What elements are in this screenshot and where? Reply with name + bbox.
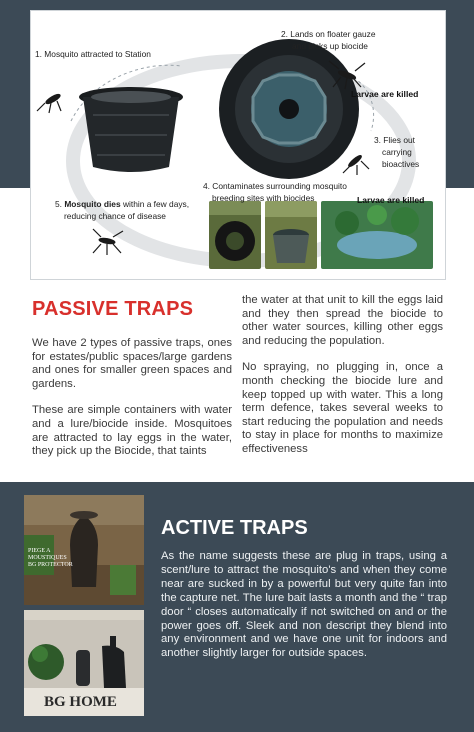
- passive-right-column: [242, 294, 443, 470]
- step5-prefix: 5.: [55, 199, 65, 209]
- passive-paragraph-1: We have 2 types of passive traps, ones for estates/public spaces/large gardens and ones for smaller green spaces and gardens.: [32, 337, 232, 390]
- mosquito-icon: [343, 154, 369, 175]
- step2-label-line2: and picks up biocide: [292, 41, 368, 51]
- step4-label-line1: 4. Contaminates surrounding mosquito: [203, 181, 347, 191]
- larvae-killed-top-label: Larvae are killed: [351, 89, 419, 99]
- step5-label-line1: [55, 199, 189, 209]
- passive-traps-title: PASSIVE TRAPS: [32, 298, 194, 320]
- active-traps-body: As the name suggests these are plug in traps, using a scent/lure to attract the mosquito's and when they come near are sucked in by a powerful but very quite fan into the capture net. The lure bait lasts a month and the “ trap door “ closes automatically if not switched on and or the power goes off. Sleek and non descript they blend into any environment and we have one unit for indoors and another slightly larger for outside spaces.: [161, 550, 447, 660]
- passive-trap-pot: [79, 87, 183, 172]
- passive-left-column: [32, 337, 232, 472]
- passive-paragraph-2: These are simple containers with water and a lure/biocide inside. Mosquitoes are attracted to lay eggs in the water, they pick up the Biocide, that taints: [32, 404, 232, 458]
- step3-label-line1: 3. Flies out: [374, 135, 415, 145]
- bg-protector-photo: [24, 495, 144, 605]
- step1-label: 1. Mosquito attracted to Station: [35, 49, 151, 59]
- step4-label-line2: breeding sites with biocides: [212, 193, 315, 203]
- step5-label-line2: reducing chance of disease: [64, 211, 166, 221]
- step3-label-line3: bioactives: [382, 159, 420, 169]
- bucket-photo: [265, 201, 317, 269]
- bg-home-photo: [24, 610, 144, 716]
- trap-top-view: [219, 39, 359, 179]
- mosquito-station-diagram: [30, 10, 446, 280]
- larvae-killed-bottom-label: Larvae are killed: [357, 195, 425, 205]
- bg-home-caption: BG HOME: [44, 694, 117, 710]
- tire-photo: [209, 201, 261, 269]
- bg-protector-caption-1: PIEGE A: [28, 548, 51, 554]
- passive-paragraph-4: No spraying, no plugging in, once a month checking the biocide lure and keep topped up with water. This a long term defence, takes several weeks to start reducing the population and needs to stay in place for months to maximize effectiveness: [242, 361, 443, 455]
- mosquito-icon: [37, 93, 61, 113]
- step2-label-line1: 2. Lands on floater gauze: [281, 29, 376, 39]
- passive-paragraph-3: the water at that unit to kill the eggs laid and they then spread the biocide to other water sources, killing other eggs and reducing the population.: [242, 294, 443, 347]
- step3-label-line2: carrying: [382, 147, 412, 157]
- pond-photo: [321, 201, 433, 269]
- active-traps-title: ACTIVE TRAPS: [161, 517, 308, 539]
- step5-rest: within a few days,: [120, 199, 190, 209]
- bg-protector-caption-2: MOUSTIQUES: [28, 555, 67, 561]
- step5-bold: Mosquito dies: [64, 199, 121, 209]
- bg-protector-caption-3: BG PROTECTOR: [28, 562, 73, 568]
